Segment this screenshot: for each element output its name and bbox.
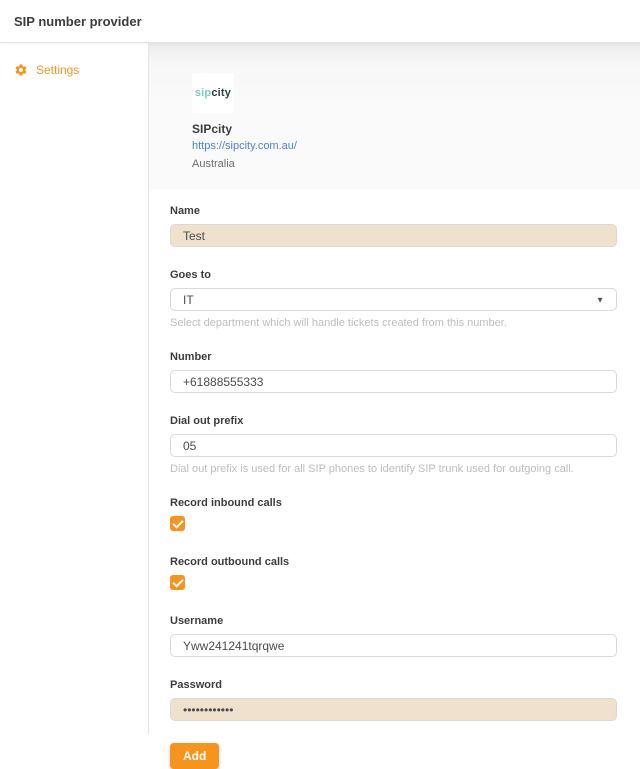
name-field-group	[170, 205, 617, 247]
record-inbound-label: Record inbound calls	[170, 497, 282, 509]
password-field-group	[170, 679, 617, 721]
goes-to-select[interactable]	[170, 288, 617, 311]
provider-logo	[192, 73, 234, 113]
provider-name: SIPcity	[192, 122, 233, 136]
dial-out-prefix-input[interactable]	[170, 434, 617, 457]
username-label: Username	[170, 615, 224, 627]
password-input[interactable]	[170, 698, 617, 721]
name-input[interactable]	[170, 224, 617, 247]
password-label: Password	[170, 679, 222, 691]
add-button[interactable]: Add	[170, 743, 219, 769]
sip-provider-form	[149, 189, 640, 769]
record-inbound-field-group	[170, 497, 617, 531]
dial-out-prefix-field-group	[170, 415, 617, 475]
username-field-group	[170, 615, 617, 657]
provider-country: Australia	[192, 158, 235, 170]
main-content	[149, 43, 640, 763]
gear-icon	[14, 63, 28, 77]
goes-to-selected-value: IT	[183, 292, 194, 307]
username-input[interactable]	[170, 634, 617, 657]
sidebar	[0, 43, 149, 734]
number-label: Number	[170, 351, 212, 363]
sidebar-item-label: Settings	[36, 63, 80, 77]
provider-url-link[interactable]: https://sipcity.com.au/	[192, 140, 297, 152]
record-inbound-checkbox[interactable]	[170, 516, 185, 531]
goes-to-label: Goes to	[170, 269, 211, 281]
number-input[interactable]	[170, 370, 617, 393]
logo-text-city: city	[211, 87, 232, 99]
chevron-down-icon: ▼	[596, 295, 604, 304]
dial-out-prefix-label: Dial out prefix	[170, 415, 244, 427]
number-field-group	[170, 351, 617, 393]
dial-out-prefix-helper-text: Dial out prefix is used for all SIP phones to identify SIP trunk used for outgoing call.	[170, 463, 574, 475]
record-outbound-label: Record outbound calls	[170, 556, 290, 568]
body-row	[0, 43, 640, 763]
record-outbound-field-group	[170, 556, 617, 590]
goes-to-helper-text: Select department which will handle tickets created from this number.	[170, 317, 507, 329]
record-outbound-checkbox[interactable]	[170, 575, 185, 590]
provider-info-card	[149, 43, 640, 189]
logo-text-sip: sip	[194, 87, 212, 99]
page-title: SIP number provider	[14, 13, 142, 29]
name-label: Name	[170, 205, 200, 217]
goes-to-field-group	[170, 269, 617, 329]
page-header	[0, 0, 640, 43]
sidebar-item-settings[interactable]	[0, 43, 148, 77]
